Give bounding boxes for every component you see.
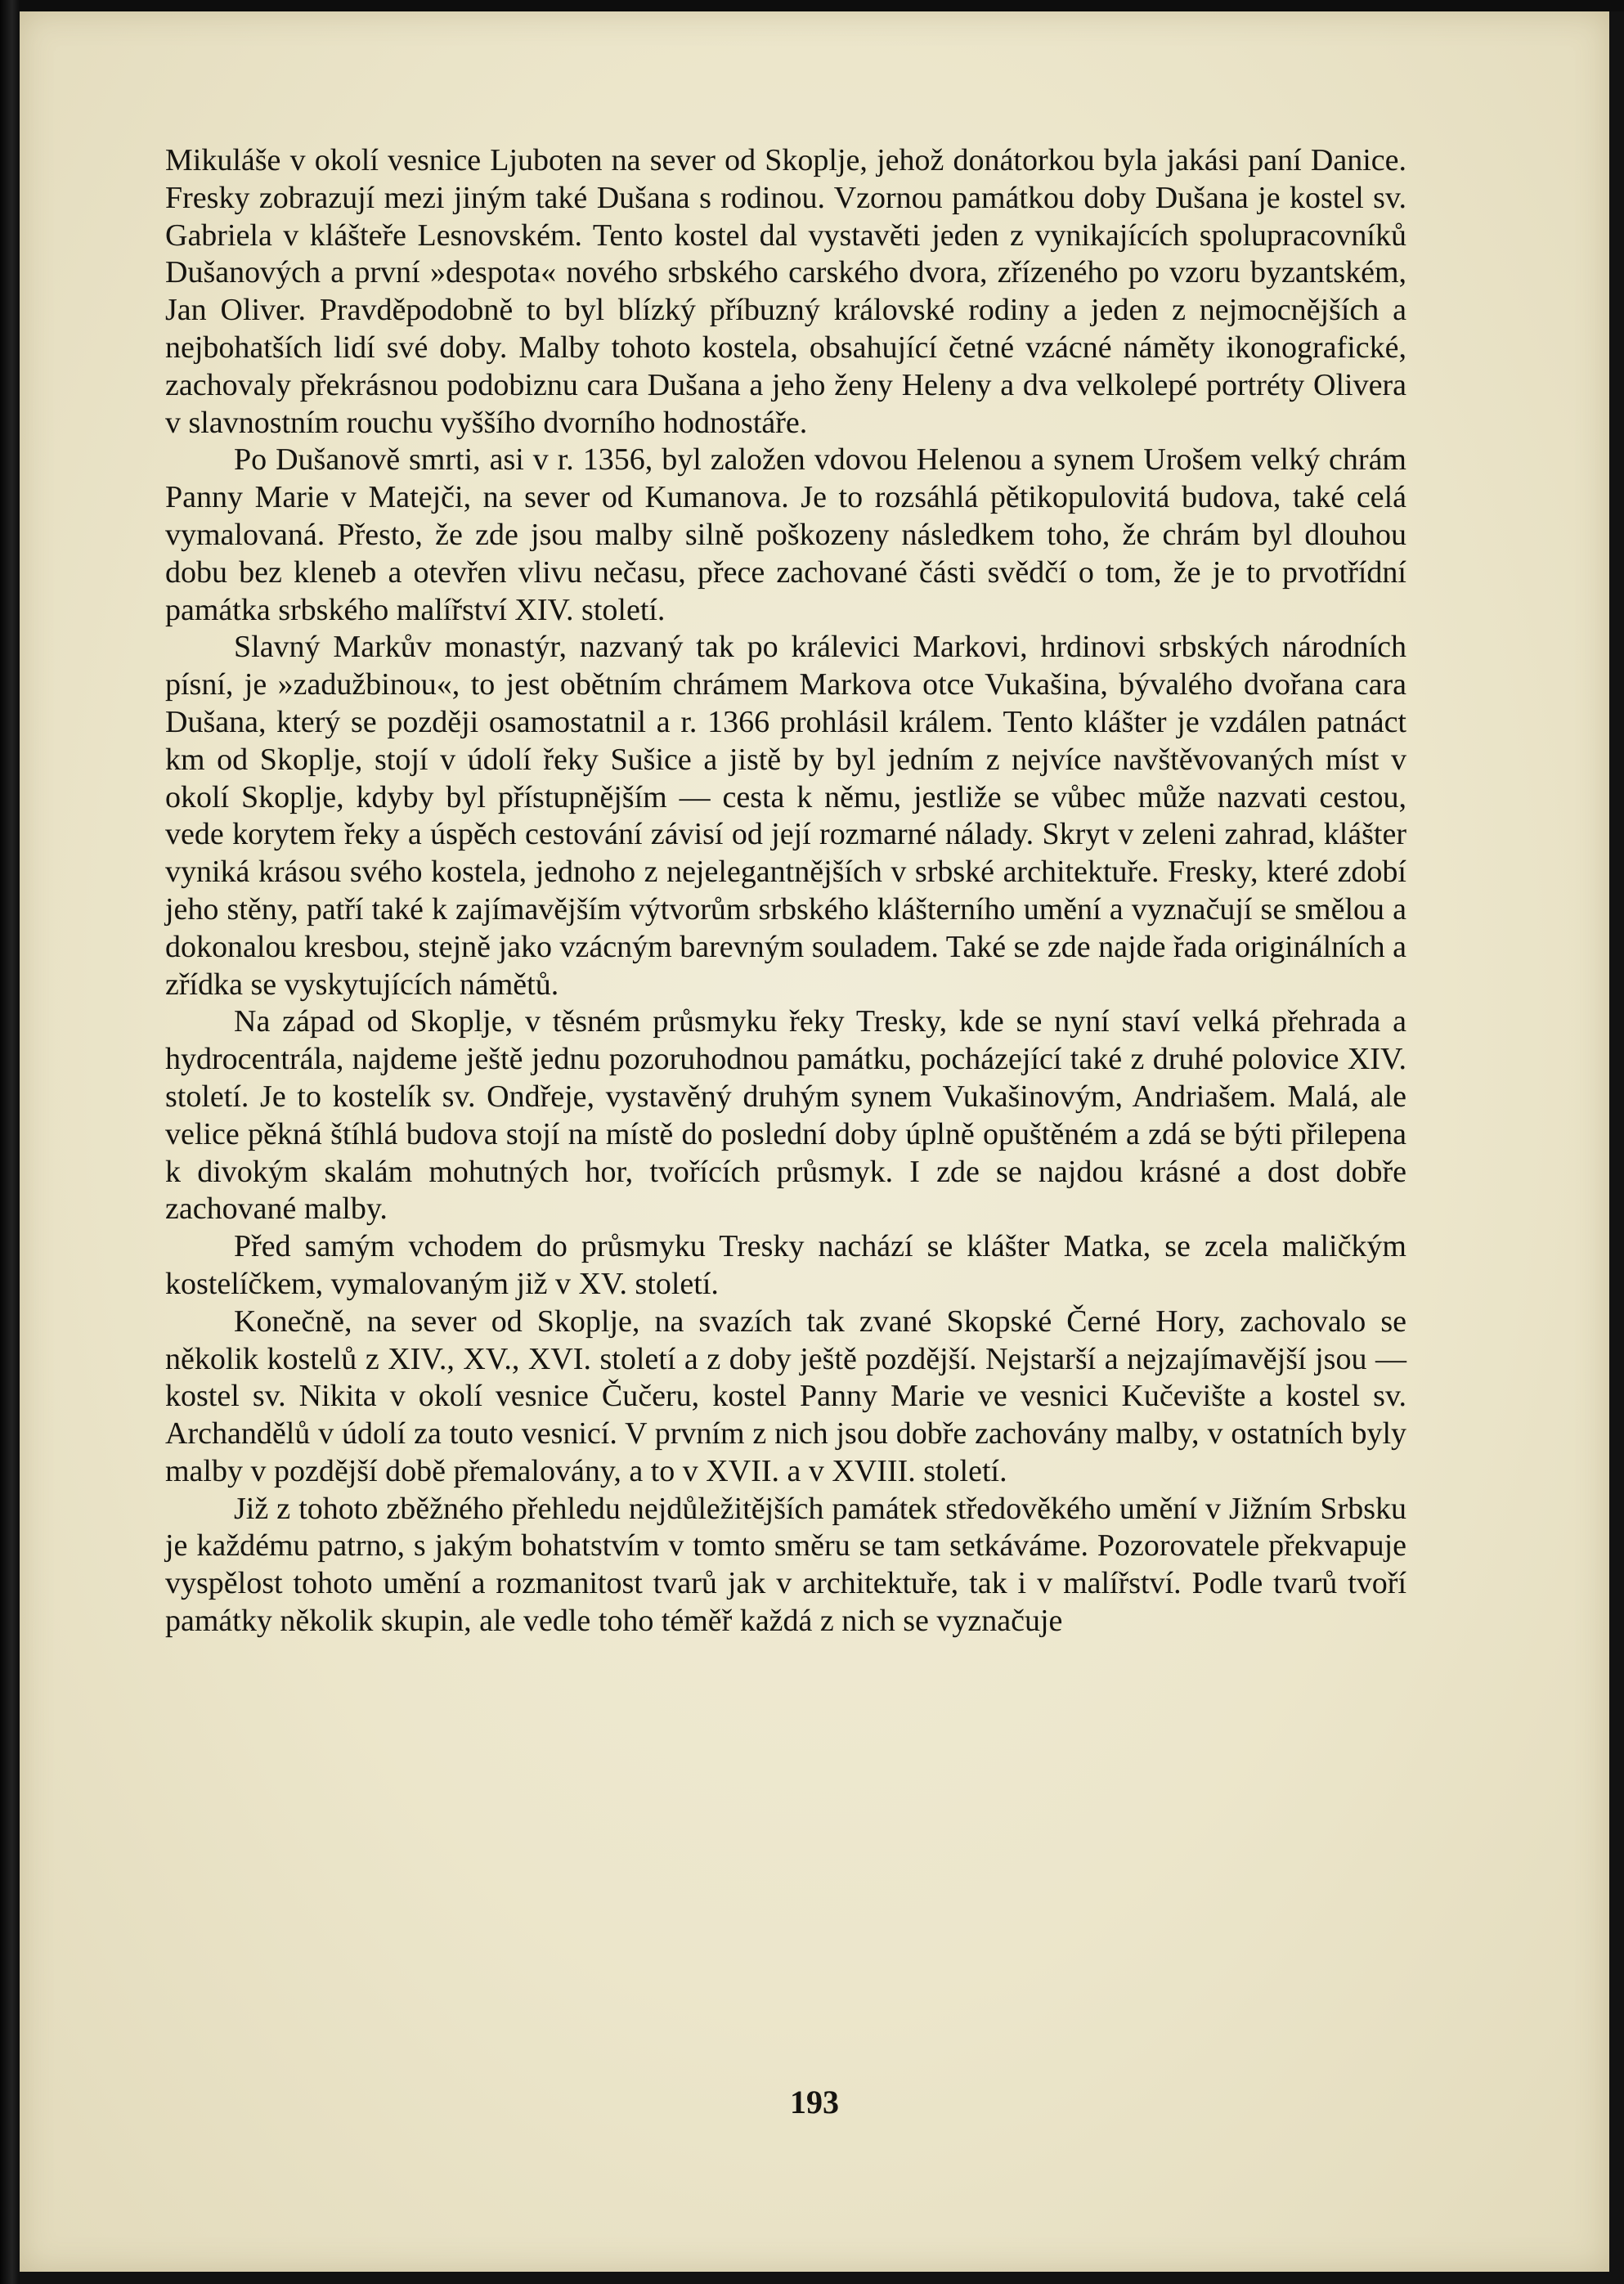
paragraph-2: Po Dušanově smrti, asi v r. 1356, byl založen vdovou Helenou a synem Urošem velký chrám Panny Marie v Matejči, na sever od Kumanova. Je to rozsáhlá pětikopulovitá budova, také celá vymalovaná. Přesto, že zde jsou malby silně poškozeny následkem toho, že chrám byl dlouhou dobu bez kleneb a otevřen vlivu nečasu, přece zachované části svědčí o tom, že je to prvotřídní památka srbského malířství XIV. století. <box>165 442 1406 627</box>
page-text-block <box>165 142 1406 1640</box>
scan-top-border <box>0 0 1624 11</box>
paragraph-6: Konečně, na sever od Skoplje, na svazích tak zvané Skopské Černé Hory, zachovalo se několik kostelů z XIV., XV., XVI. století a z doby ještě pozdější. Nejstarší a nejzajímavější jsou — kostel sv. Nikita v okolí vesnice Čučeru, kostel Panny Marie ve vesnici Kučevište a kostel sv. Archandělů v údolí za touto vesnicí. V prvním z nich jsou dobře zachovány malby, v ostatních byly malby v pozdější době přemalovány, a to v XVII. a v XVIII. století. <box>165 1304 1406 1488</box>
page-number: 193 <box>790 2084 839 2120</box>
paragraph-1: Mikuláše v okolí vesnice Ljuboten na sever od Skoplje, jehož donátorkou byla jakási paní Danice. Fresky zobrazují mezi jiným také Dušana s rodinou. Vzornou památkou doby Dušana je kostel sv. Gabriela v klášteře Lesnovském. Tento kostel dal vystavěti jeden z vynikajících spolupracovníků Dušanových a první »despota« nového srbského carského dvora, zřízeného po vzoru byzantském, Jan Oliver. Pravděpodobně to byl blízký příbuzný královské rodiny a jeden z nejmocnějších a nejbohatších lidí své doby. Malby tohoto kostela, obsahující četné vzácné náměty ikonografické, zachovaly překrásnou podobiznu cara Dušana a jeho ženy Heleny a dva velkolepé portréty Olivera v slavnostním rouchu vyššího dvorního hodnostáře. <box>165 143 1406 440</box>
book-page <box>20 11 1609 2272</box>
paragraph-7: Již z tohoto zběžného přehledu nejdůležitějších památek středověkého umění v Jižním Srbsku je každému patrno, s jakým bohatstvím v tomto směru se tam setkáváme. Pozorovatele překvapuje vyspělost tohoto umění a rozmanitost tvarů jak v architektuře, tak i v malířství. Podle tvarů tvoří památky několik skupin, ale vedle toho téměř každá z nich se vyznačuje <box>165 1491 1406 1639</box>
paragraph-3: Slavný Markův monastýr, nazvaný tak po králevici Markovi, hrdinovi srbských národních písní, je »zadužbinou«, to jest obětním chrámem Markova otce Vukašina, bývalého dvořana cara Dušana, který se později osamostatnil a r. 1366 prohlásil králem. Tento klášter je vzdálen patnáct km od Skoplje, stojí v údolí řeky Sušice a jistě by byl jedním z nejvíce navštěvovaných míst v okolí Skoplje, kdyby byl přístupnějším — cesta k němu, jestliže se vůbec může nazvati cestou, vede korytem řeky a úspěch cestování závisí od její rozmarné nálady. Skryt v zeleni zahrad, klášter vyniká krásou svého kostela, jednoho z nejelegantnějších v srbské architektuře. Fresky, které zdobí jeho stěny, patří také k zajímavějším výtvorům srbského klášterního umění a vyznačují se smělou a dokonalou kresbou, stejně jako vzácným barevným souladem. Také se zde najde řada originálních a zřídka se vyskytujících námětů. <box>165 630 1406 1002</box>
paragraph-5: Před samým vchodem do průsmyku Tresky nachází se klášter Matka, se zcela maličkým kostelíčkem, vymalovaným již v XV. století. <box>165 1229 1406 1301</box>
paragraph-4: Na západ od Skoplje, v těsném průsmyku řeky Tresky, kde se nyní staví velká přehrada a hydrocentrála, najdeme ještě jednu pozoruhodnou památku, pocházející také z druhé polovice XIV. století. Je to kostelík sv. Ondřeje, vystavěný druhým synem Vukašinovým, Andriašem. Malá, ale velice pěkná štíhlá budova stojí na místě do poslední doby úplně opuštěném a zdá se býti přilepena k divokým skalám mohutných hor, tvořících průsmyk. I zde se najdou krásné a dost dobře zachované malby. <box>165 1004 1406 1227</box>
scan-left-binding <box>0 0 20 2284</box>
